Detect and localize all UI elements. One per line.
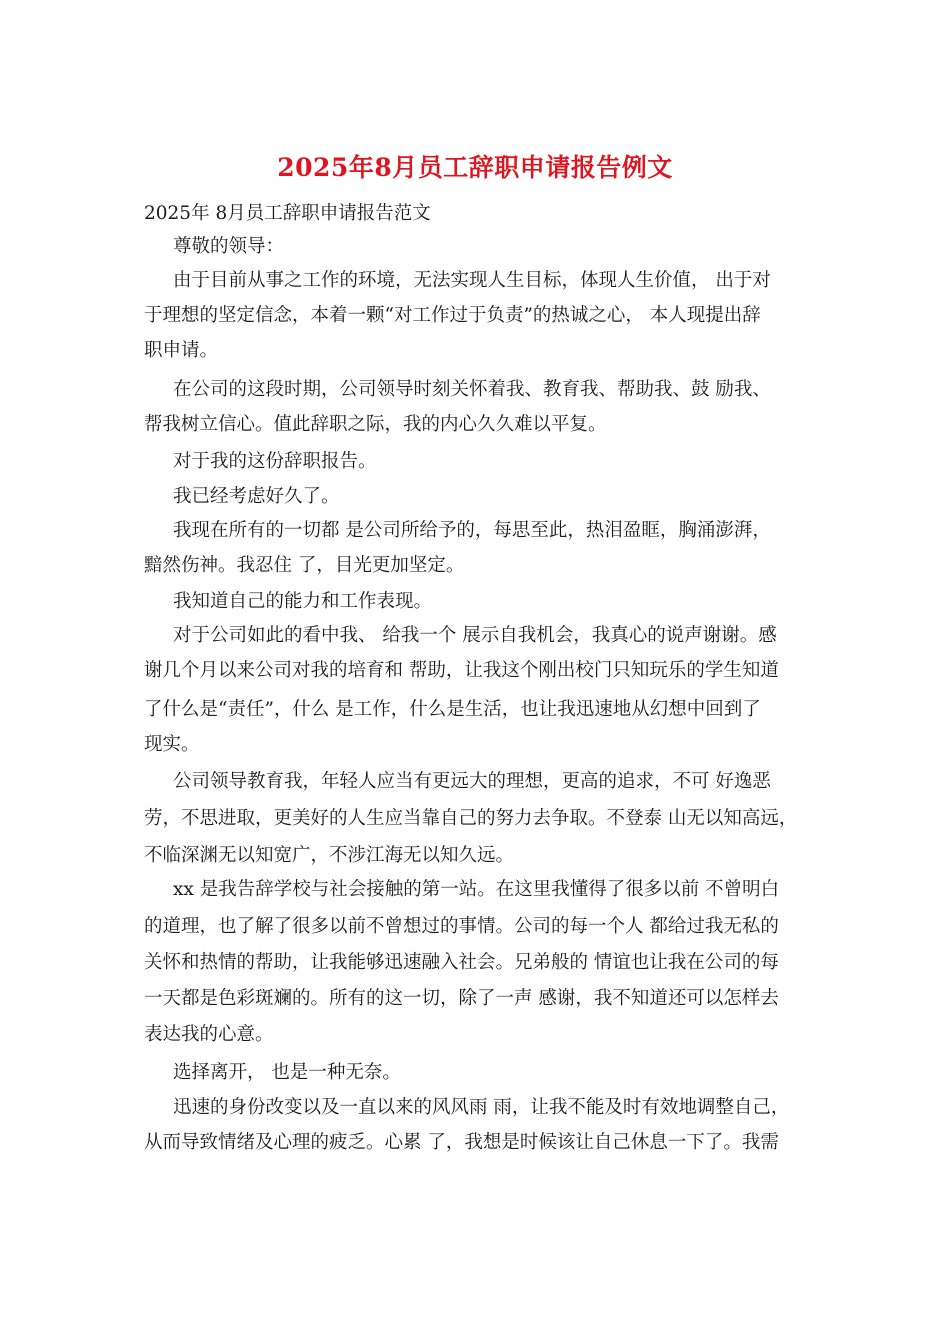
text-line: 不临深渊无以知宽广，不涉江海无以知久远。 — [144, 845, 515, 866]
text-line: 帮我树立信心。值此辞职之际，我的内心久久难以平复。 — [144, 414, 607, 435]
text-line: 选择离开， 也是一种无奈。 — [173, 1062, 401, 1083]
text-line: 关怀和热情的帮助，让我能够迅速融入社会。兄弟般的 情谊也让我在公司的每 — [144, 952, 779, 973]
text-line: 劳，不思进取，更美好的人生应当靠自己的努力去争取。不登泰 山无以知高远， — [144, 808, 798, 829]
subtitle-line: 2025年 8月员工辞职申请报告范文 — [144, 203, 431, 224]
text-line: 的道理，也了解了很多以前不曾想过的事情。公司的每一个人 都给过我无私的 — [144, 916, 779, 937]
text-line: 迅速的身份改变以及一直以来的风风雨 雨，让我不能及时有效地调整自己， — [173, 1097, 790, 1118]
document-title: 2025年8月员工辞职申请报告例文 — [277, 153, 673, 182]
text-line: 对于公司如此的看中我、 给我一个 展示自我机会，我真心的说声谢谢。感 — [173, 625, 777, 646]
text-line: 从而导致情绪及心理的疲乏。心累 了，我想是时候该让自己休息一下了。我需 — [144, 1132, 779, 1153]
text-line: 在公司的这段时期，公司领导时刻关怀着我、教育我、帮助我、鼓 励我、 — [173, 379, 771, 400]
salutation-line: 尊敬的领导： — [173, 236, 285, 257]
text-line: 表达我的心意。 — [144, 1024, 274, 1045]
text-line: xx 是我告辞学校与社会接触的第一站。在这里我懂得了很多以前 不曾明白 — [173, 879, 780, 900]
text-line: 一天都是色彩斑斓的。所有的这一切，除了一声 感谢，我不知道还可以怎样去 — [144, 988, 779, 1009]
text-line: 公司领导教育我，年轻人应当有更远大的理想，更高的追求，不可 好逸恶 — [173, 771, 771, 792]
text-line: 职申请。 — [144, 340, 219, 361]
text-line: 我现在所有的一切都 是公司所给予的，每思至此，热泪盈眶，胸涌澎湃， — [173, 520, 771, 541]
text-line: 于理想的坚定信念，本着一颗“对工作过于负责”的热诚之心， 本人现提出辞 — [144, 305, 761, 326]
text-line: 我已经考虑好久了。 — [173, 486, 340, 507]
text-line: 对于我的这份辞职报告。 — [173, 451, 377, 472]
text-line: 现实。 — [144, 734, 200, 755]
text-line: 我知道自己的能力和工作表现。 — [173, 591, 433, 612]
text-line: 了什么是“责任”，什么 是工作，什么是生活，也让我迅速地从幻想中回到了 — [144, 699, 761, 720]
text-line: 由于目前从事之工作的环境，无法实现人生目标，体现人生价值， 出于对 — [173, 270, 771, 291]
text-line: 黯然伤神。我忍住 了，目光更加坚定。 — [144, 555, 465, 576]
text-line: 谢几个月以来公司对我的培育和 帮助，让我这个刚出校门只知玩乐的学生知道 — [144, 660, 779, 681]
